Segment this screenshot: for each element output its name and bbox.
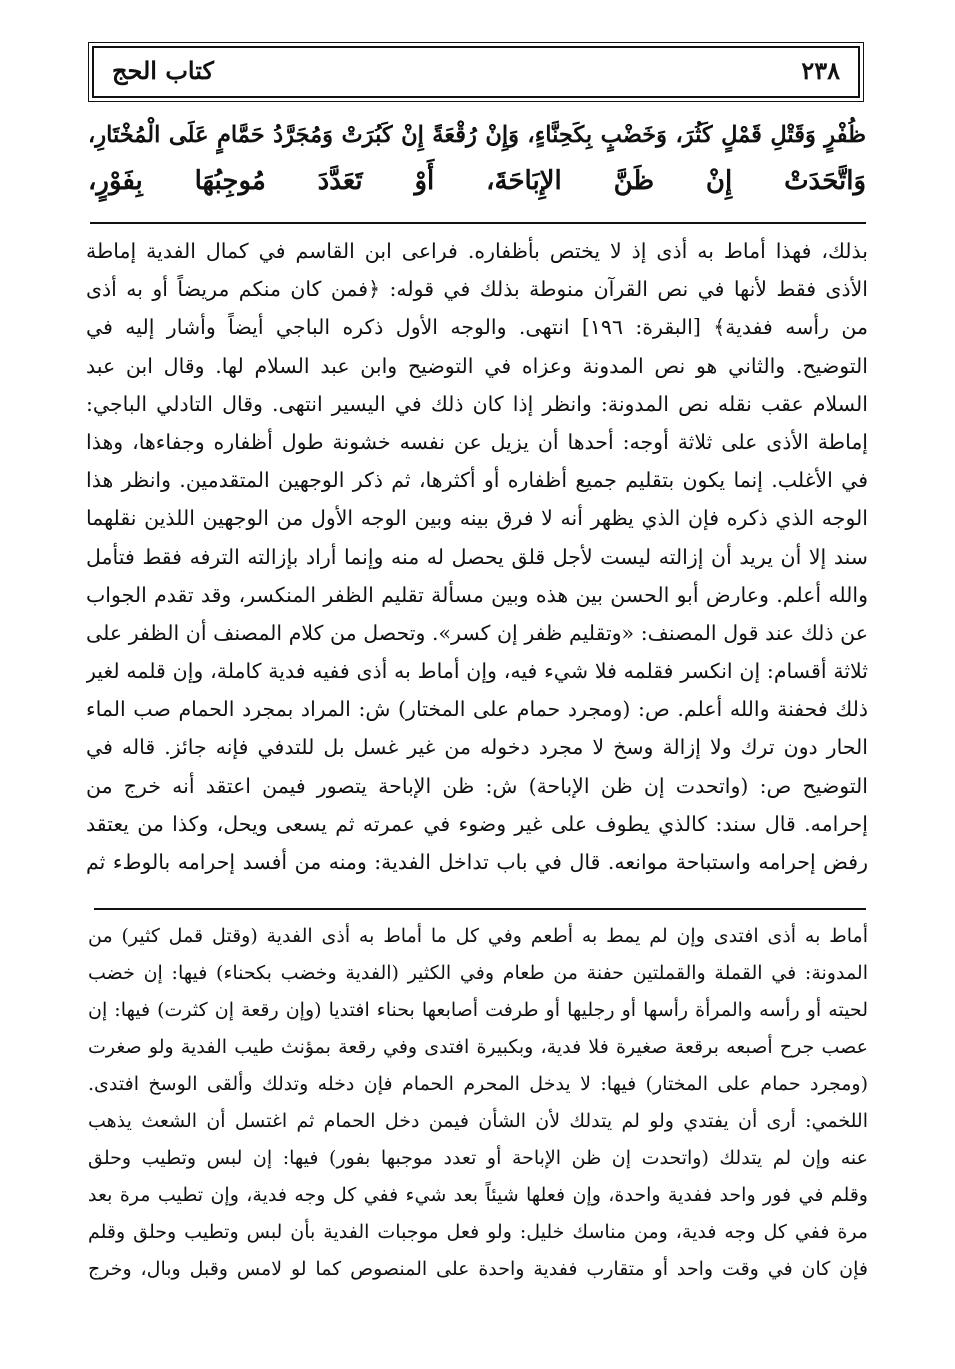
- commentary-text: [86, 232, 868, 881]
- commentary-line: الوجه الذي ذكره فإن الذي يظهر أنه لا فرق بينه وبين الوجه الأول من الوجهين اللذين نقلهما: [86, 506, 868, 531]
- footnote-line: مرة ففي كل وجه فدية، ومن مناسك خليل: ولو فعل موجبات الفدية بأن لبس وتطيب وحلق وقلم: [88, 1221, 868, 1243]
- matn-divider: [90, 222, 866, 224]
- commentary-line: رفض إحرامه واستباحة موانعه. قال في باب تداخل الفدية: ومنه من أفسد إحرامه بالوطء ثم: [86, 850, 868, 874]
- book-title: كتاب الحج: [112, 56, 214, 85]
- page-header: [92, 46, 860, 98]
- page-number: ٢٣٨: [801, 56, 840, 85]
- footnote-line: لحيته أو رأسه والمرأة رأسها أو رجليها أو طرفت أصابعها بحناء افتديا (وإن رقعة إن كثرت) فيها: إن: [88, 999, 868, 1021]
- commentary-line: إماطة الأذى على ثلاثة أوجه: أحدها أن يزيل عن نفسه خشونة طول أظفاره وجفاءها، وهذا: [86, 429, 868, 454]
- commentary-line: التوضيح ص: (واتحدت إن ظن الإباحة) ش: ظن الإباحة يتصور فيمن اعتقد أنه خرج من: [86, 773, 868, 798]
- commentary-line: الحار دون ترك ولا إزالة وسخ لا مجرد دخوله من غير غسل بل للتدفي فإنه جائز. قاله في: [86, 735, 868, 760]
- commentary-line: التوضيح. والثاني هو نص المدونة وعزاه في التوضيح وابن عبد السلام لها. وقال ابن عبد: [86, 353, 868, 378]
- footnote-line: عنه وإن لم يتدلك (واتحدت إن ظن الإباحة أو تعدد موجبها بفور) فيها: إن لبس وتطيب وحلق: [88, 1147, 868, 1169]
- footnote-line: أماط به أذى افتدى وإن لم يمط به أطعم وفي كل ما أماط به أذى الفدية (وقتل قمل كثير) من: [88, 925, 868, 947]
- footnote-line: المدونة: في القملة والقملتين حفنة من طعام وفي الكثير (الفدية وخضب بكحناء) فيها: إن خضب: [88, 962, 868, 984]
- commentary-line: عن ذلك عند قول المصنف: «وتقليم ظفر إن كسر». وتحصل من كلام المصنف أن الظفر على: [86, 620, 868, 645]
- footnote-text: [88, 918, 868, 1288]
- commentary-line: إحرامه. قال سند: كالذي يطوف على غير وضوء في عمرته ثم يسعى ويحل، وكذا من يعتقد: [86, 811, 868, 836]
- footnote-line: فإن كان في وقت واحد أو متقارب ففدية واحدة على المنصوص كما لو لامس وقبل وبال، وخرج: [88, 1258, 868, 1280]
- commentary-line: السلام عقب نقله نص المدونة: وانظر إذا كان ذلك في اليسير انتهى. وقال التادلي الباجي:: [86, 391, 868, 416]
- commentary-line: بذلك، فهذا أماط به أذى إذ لا يختص بأظفاره. فراعى ابن القاسم في كمال الفدية إماطة: [86, 239, 868, 263]
- footnote-line: عصب جرح أصبعه برقعة صغيرة فلا فدية، وبكبيرة افتدى وفي رقعة بمؤنث طيب الفدية ولو صغرت: [88, 1036, 868, 1058]
- footnote-divider: [94, 908, 866, 910]
- commentary-line: ثلاثة أقسام: إن انكسر فقلمه فلا شيء فيه، وإن أماط به أذى ففيه فدية كاملة، وإن قلمه لغير: [86, 659, 868, 684]
- matn-line: ظُفْرٍ وَقَتْلِ قَمْلٍ كَثُرَ، وَخَضْبٍ بِكَحِنَّاءٍ، وَإِنْ رُقْعَةً إِنْ كَبُرَتْ وَمُجَرَّدُ حَمَّامٍ عَلَى الْمُخْتَارِ،: [88, 122, 866, 148]
- footnote-line: اللخمي: أرى أن يفتدي ولو لم يتدلك لأن الشأن فيمن دخل الحمام ثم اغتسل أن الشعث يذهب: [88, 1110, 868, 1132]
- footnote-line: (ومجرد حمام على المختار) فيها: لا يدخل المحرم الحمام فإن دخله وتدلك وألقى الوسخ افتدى.: [88, 1073, 868, 1095]
- commentary-line: سند إلا أن يريد أن إزالته ليست لأجل قلق يحصل له منه وإنما أراد بإزالته الترفه فقط فتأمل: [86, 544, 868, 569]
- commentary-line: الأذى فقط لأنها في نص القرآن منوطة بذلك في قوله: ﴿فمن كان منكم مريضاً أو به أذى: [86, 277, 868, 302]
- commentary-line: في الأغلب. إنما يكون بتقليم جميع أظفاره أو أكثرها، ثم ذكر الوجهين المتقدمين. وانظر هذا: [86, 468, 868, 493]
- matn-text: [88, 112, 866, 204]
- commentary-line: من رأسه ففدية﴾ [البقرة: ١٩٦] انتهى. والوجه الأول ذكره الباجي أيضاً وأشار إليه في: [86, 315, 868, 340]
- commentary-line: ذلك فحفنة والله أعلم. ص: (ومجرد حمام على المختار) ش: المراد بمجرد الحمام صب الماء: [86, 697, 868, 722]
- commentary-line: والله أعلم. وعارض أبو الحسن بين هذه وبين مسألة تقليم الظفر المنكسر، وقد تقدم الجواب: [86, 582, 868, 607]
- footnote-line: وقلم في فور واحد ففدية واحدة، وإن فعلها شيئاً بعد شيء ففي كل وجه فدية، وإن تطيب مرة بعد: [88, 1184, 868, 1206]
- matn-line: وَاتَّحَدَتْ إِنْ ظَنَّ الإِبَاحَةَ، أَوْ تَعَدَّدَ مُوجِبُهَا بِفَوْرٍ،: [88, 166, 866, 196]
